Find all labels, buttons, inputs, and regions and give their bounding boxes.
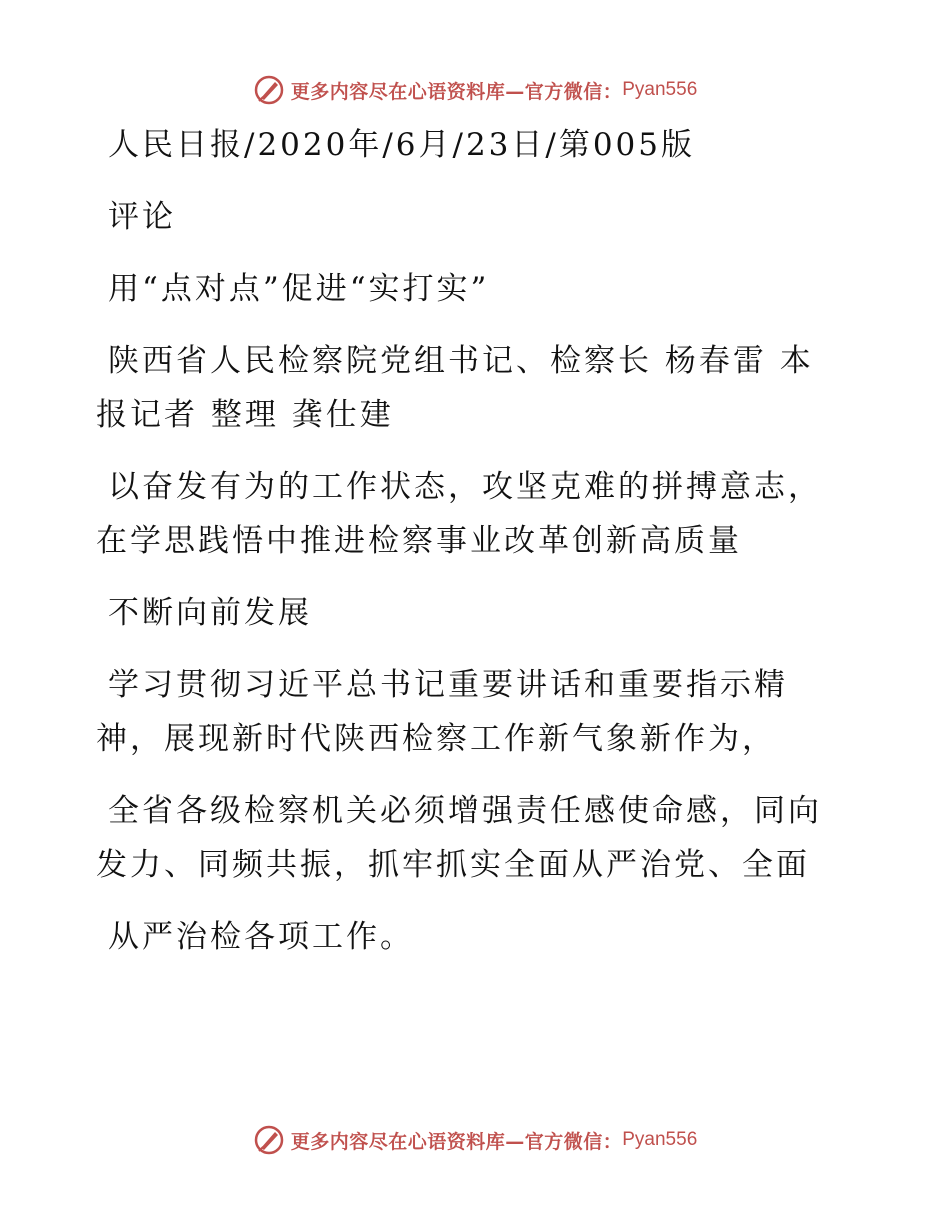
paragraph-line: 学习贯彻习近平总书记重要讲话和重要指示精 <box>108 667 788 703</box>
watermark-text: 更多内容尽在心语资料库—官方微信： <box>290 80 623 103</box>
watermark-wechat-id: Pyan556 <box>622 79 698 100</box>
article-section: 评论 <box>108 199 176 235</box>
article-title: 用“点对点”促进“实打实” <box>108 271 490 307</box>
paragraph-line: 在学思践悟中推进检察事业改革创新高质量 <box>96 523 742 559</box>
byline-line: 陕西省人民检察院党组书记、检察长 杨春雷 本 <box>108 343 814 379</box>
article-byline <box>96 334 836 442</box>
paragraph-line: 从严治检各项工作。 <box>108 919 414 955</box>
quill-pen-logo-icon <box>253 74 285 106</box>
paragraph <box>96 586 836 640</box>
watermark-banner-top <box>0 68 950 112</box>
paragraph-line: 以奋发有为的工作状态，攻坚克难的拼搏意志， <box>108 469 822 505</box>
paragraph <box>96 460 836 568</box>
paragraph-line: 神，展现新时代陕西检察工作新气象新作为， <box>96 721 776 757</box>
watermark-banner-bottom <box>0 1118 950 1162</box>
watermark-text: 更多内容尽在心语资料库—官方微信： <box>290 1130 623 1153</box>
article-body <box>96 118 836 964</box>
paragraph <box>96 658 836 766</box>
byline-line: 报记者 整理 龚仕建 <box>96 397 394 433</box>
watermark-wechat-id: Pyan556 <box>622 1129 698 1150</box>
quill-pen-logo-icon <box>253 1124 285 1156</box>
article-source: 人民日报/2020年/6月/23日/第005版 <box>108 127 696 163</box>
paragraph-line: 发力、同频共振，抓牢抓实全面从严治党、全面 <box>96 847 810 883</box>
paragraph <box>96 910 836 964</box>
paragraph-line: 全省各级检察机关必须增强责任感使命感，同向 <box>108 793 822 829</box>
paragraph <box>96 784 836 892</box>
paragraph-line: 不断向前发展 <box>108 595 312 631</box>
